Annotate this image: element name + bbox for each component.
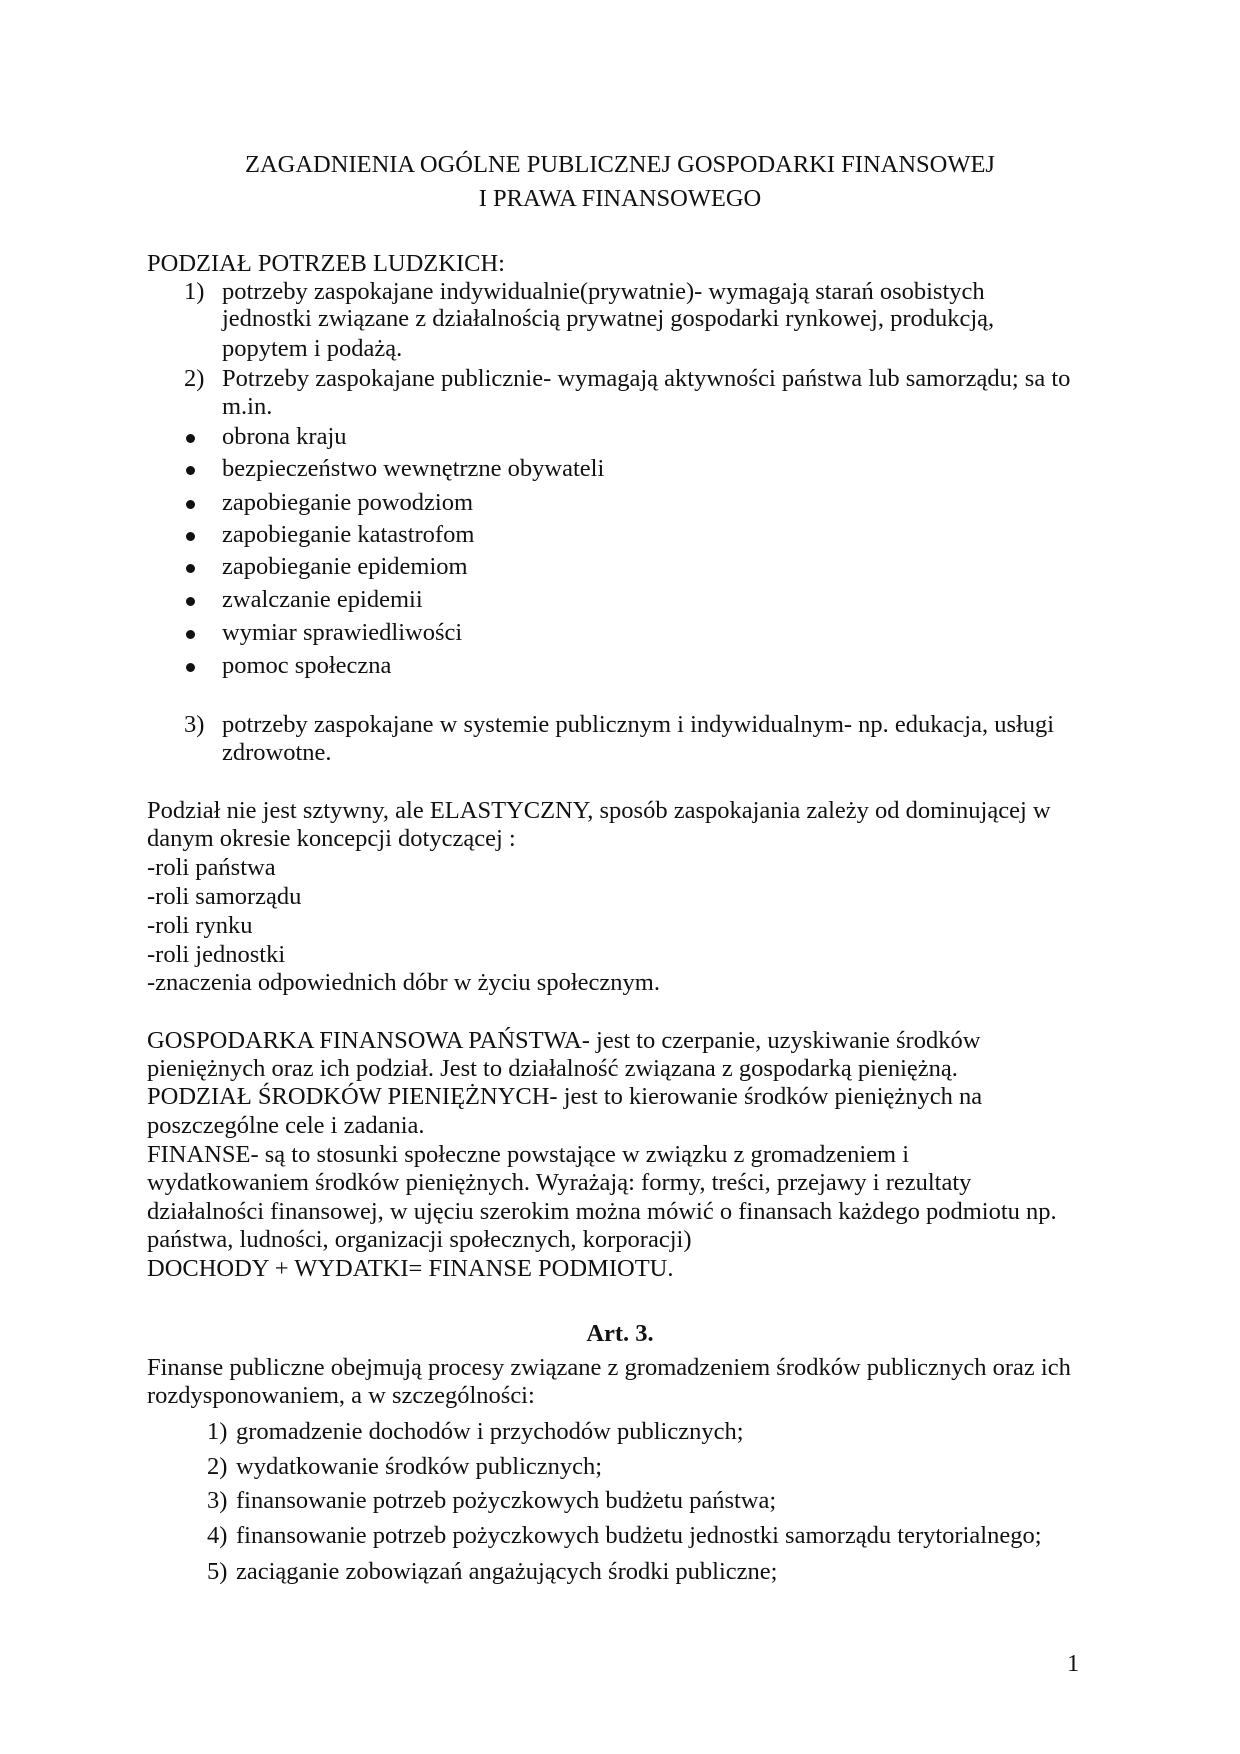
bullet-icon: [186, 552, 195, 582]
bullet-icon: [186, 454, 195, 484]
paragraph-line: PODZIAŁ ŚRODKÓW PIENIĘŻNYCH- jest to kierowanie środków pieniężnych na: [147, 1083, 983, 1110]
bullet-icon: [186, 488, 195, 518]
list-item-text: potrzeby zaspokajane w systemie publicznym i indywidualnym- np. edukacja, usługi: [222, 711, 1055, 738]
title-line-2: I PRAWA FINANSOWEGO: [478, 185, 762, 212]
paragraph-line: poszczególne cele i zadania.: [147, 1112, 425, 1139]
list-number: 4): [207, 1522, 228, 1549]
bullet-item: zapobieganie powodziom: [222, 489, 474, 516]
bullet-icon: [186, 422, 195, 452]
list-number: 5): [207, 1558, 228, 1585]
paragraph-line: -roli samorządu: [147, 883, 302, 910]
needs-heading: PODZIAŁ POTRZEB LUDZKICH:: [147, 250, 505, 277]
paragraph-line: -znaczenia odpowiednich dóbr w życiu społecznym.: [147, 969, 660, 996]
paragraph-line: pieniężnych oraz ich podział. Jest to działalność związana z gospodarką pieniężną.: [147, 1055, 958, 1082]
bullet-item: zapobieganie katastrofom: [222, 521, 475, 548]
list-number: 3): [207, 1487, 228, 1514]
list-number: 3): [184, 711, 205, 738]
paragraph-line: -roli państwa: [147, 854, 276, 881]
bullet-icon: [186, 520, 195, 550]
list-item-text: jednostki związane z działalnością prywatnej gospodarki rynkowej, produkcją,: [222, 305, 995, 332]
list-item-text: finansowanie potrzeb pożyczkowych budżetu państwa;: [236, 1487, 777, 1514]
paragraph-line: rozdysponowaniem, a w szczególności:: [147, 1382, 535, 1409]
list-item-text: m.in.: [222, 393, 273, 420]
bullet-icon: [186, 618, 195, 648]
paragraph-line: danym okresie koncepcji dotyczącej :: [147, 825, 516, 852]
list-item-text: finansowanie potrzeb pożyczkowych budżetu jednostki samorządu terytorialnego;: [236, 1522, 1042, 1549]
list-number: 1): [184, 278, 205, 305]
bullet-icon: [186, 651, 195, 681]
list-item-text: potrzeby zaspokajane indywidualnie(prywatnie)- wymagają starań osobistych: [222, 278, 985, 305]
paragraph-line: -roli rynku: [147, 912, 253, 939]
paragraph-line: GOSPODARKA FINANSOWA PAŃSTWA- jest to czerpanie, uzyskiwanie środków: [147, 1027, 981, 1054]
paragraph-line: FINANSE- są to stosunki społeczne powstające w związku z gromadzeniem i: [147, 1141, 910, 1168]
paragraph-line: państwa, ludności, organizacji społecznych, korporacji): [147, 1226, 692, 1253]
list-item-text: Potrzeby zaspokajane publicznie- wymagają aktywności państwa lub samorządu; sa to: [222, 365, 1071, 392]
list-item-text: gromadzenie dochodów i przychodów publicznych;: [236, 1418, 744, 1445]
list-number: 2): [207, 1453, 228, 1480]
bullet-item: zapobieganie epidemiom: [222, 553, 468, 580]
list-item-text: popytem i podażą.: [222, 335, 403, 362]
list-number: 2): [184, 365, 205, 392]
list-item-text: wydatkowanie środków publicznych;: [236, 1453, 603, 1480]
title-line-1: ZAGADNIENIA OGÓLNE PUBLICZNEJ GOSPODARKI FINANSOWEJ: [245, 151, 995, 178]
bullet-item: pomoc społeczna: [222, 652, 392, 679]
paragraph-line: Podział nie jest sztywny, ale ELASTYCZNY, sposób zaspokajania zależy od dominującej w: [147, 797, 1051, 824]
article-heading: Art. 3.: [586, 1320, 654, 1347]
paragraph-line: -roli jednostki: [147, 941, 286, 968]
bullet-item: wymiar sprawiedliwości: [222, 619, 463, 646]
paragraph-line: DOCHODY + WYDATKI= FINANSE PODMIOTU.: [147, 1255, 674, 1282]
bullet-item: bezpieczeństwo wewnętrzne obywateli: [222, 455, 605, 482]
page-number: 1: [1067, 1650, 1080, 1677]
list-item-text: zdrowotne.: [222, 739, 332, 766]
paragraph-line: działalności finansowej, w ujęciu szerokim można mówić o finansach każdego podmiotu np.: [147, 1198, 1057, 1225]
list-item-text: zaciąganie zobowiązań angażujących środki publiczne;: [236, 1558, 778, 1585]
bullet-item: obrona kraju: [222, 423, 347, 450]
paragraph-line: wydatkowaniem środków pieniężnych. Wyrażają: formy, treści, przejawy i rezultaty: [147, 1169, 972, 1196]
bullet-icon: [186, 585, 195, 615]
list-number: 1): [207, 1418, 228, 1445]
bullet-item: zwalczanie epidemii: [222, 586, 423, 613]
paragraph-line: Finanse publiczne obejmują procesy związane z gromadzeniem środków publicznych oraz ich: [147, 1354, 1071, 1381]
